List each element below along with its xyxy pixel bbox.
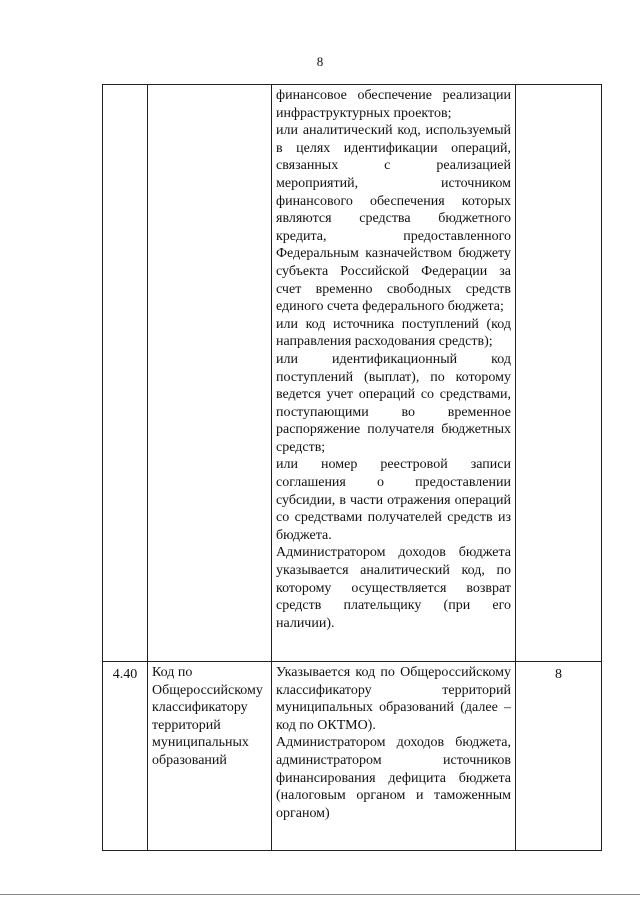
description-paragraph: или номер реестровой записи соглашения о предоставлении субсидии, в части отражения операций со средствами получателей средств из бюджета. bbox=[276, 457, 511, 543]
requisite-description-cell bbox=[272, 85, 516, 662]
description-paragraph: Администратором доходов бюджета указывается аналитический код, по которому осуществляется возврат средств плательщику (при его наличии). bbox=[276, 545, 511, 631]
page-number: 8 bbox=[316, 54, 324, 69]
requisites-table bbox=[102, 84, 602, 851]
description-paragraph: или аналитический код, используемый в целях идентификации операций, связанных с реализацией мероприятий, источником финансового обеспечения которых являются средства бюджетного кредита, предоставленного Федеральным казначейством бюджету субъекта Российской Федерации за счет временно свободных средств единого счета федерального бюджета; bbox=[276, 123, 511, 315]
description-paragraph: Администратором доходов бюджета, администратором источников финансирования дефицита бюджета (налоговым органом и таможенным органом) bbox=[276, 735, 511, 821]
row-number-cell bbox=[103, 85, 148, 662]
field-length-cell bbox=[516, 85, 602, 662]
description-paragraph: или код источника поступлений (код направления расходования средств); bbox=[276, 316, 511, 350]
requisite-description-cell bbox=[272, 662, 516, 851]
description-paragraph: финансовое обеспечение реализации инфраструктурных проектов; bbox=[276, 88, 511, 121]
table-row bbox=[103, 85, 602, 662]
description-paragraph: или идентификационный код поступлений (выплат), по которому ведется учет операций со средствами, поступающими во временное распоряжение получателя бюджетных средств; bbox=[276, 351, 511, 455]
page-bottom-edge bbox=[0, 894, 640, 895]
requisite-name-cell bbox=[148, 85, 272, 662]
description-paragraph: Указывается код по Общероссийскому классификатору территорий муниципальных образований (далее – код по ОКТМО). bbox=[276, 665, 511, 733]
table-row bbox=[103, 662, 602, 851]
row-number-cell: 4.40 bbox=[103, 662, 148, 851]
field-length-cell: 8 bbox=[516, 662, 602, 851]
requisite-name-cell: Код по Общероссийскому классификатору территорий муниципальных образований bbox=[148, 662, 272, 851]
